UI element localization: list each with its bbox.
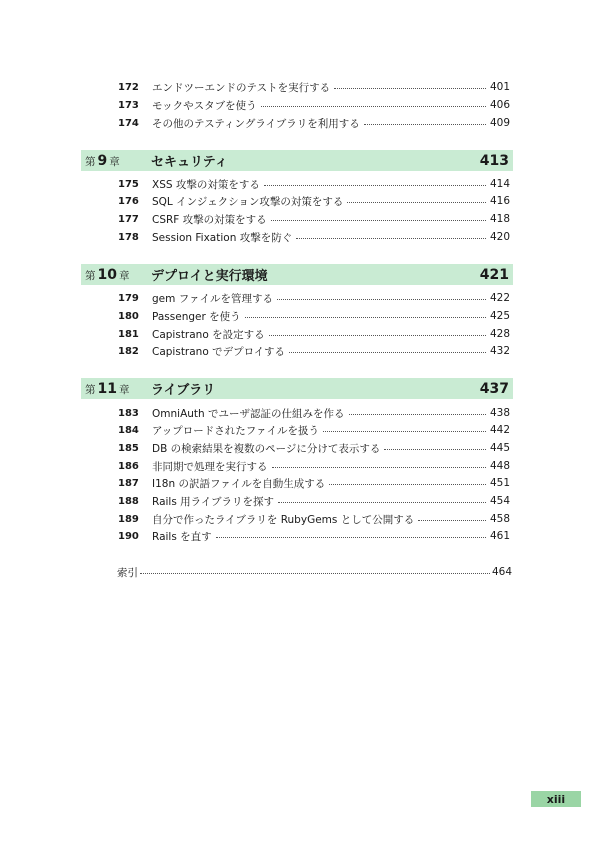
entry-number: 188 <box>118 495 139 507</box>
entry-page: 422 <box>489 292 510 304</box>
leader-dots <box>349 413 486 415</box>
entry-number: 189 <box>118 513 139 525</box>
toc-entry[interactable] <box>118 290 510 306</box>
leader-dots <box>261 105 486 107</box>
toc-entry[interactable] <box>118 193 510 209</box>
chapter-prefix: 第 <box>85 269 96 282</box>
chapter-page: 421 <box>479 266 509 283</box>
toc-entry[interactable] <box>118 211 510 227</box>
entry-title: XSS 攻撃の対策をする <box>152 178 260 191</box>
entry-number: 173 <box>118 99 139 111</box>
leader-dots <box>264 184 486 186</box>
entry-page: 401 <box>489 81 510 93</box>
leader-dots <box>364 123 486 125</box>
toc-entry[interactable] <box>118 79 510 95</box>
chapter-heading-10[interactable] <box>81 264 513 285</box>
toc-entry[interactable] <box>118 405 510 421</box>
entry-title: gem ファイルを管理する <box>152 292 273 305</box>
chapter-label <box>85 153 151 169</box>
toc-entry[interactable] <box>118 528 510 544</box>
entry-title: Passenger を使う <box>152 310 241 323</box>
leader-dots <box>271 219 486 221</box>
toc-entry[interactable] <box>118 97 510 113</box>
toc-entry[interactable] <box>118 475 510 491</box>
entry-title: CSRF 攻撃の対策をする <box>152 213 267 226</box>
toc-entry[interactable] <box>118 229 510 245</box>
entry-title: アップロードされたファイルを扱う <box>152 424 320 437</box>
entry-title: 自分で作ったライブラリを RubyGems として公開する <box>152 513 415 526</box>
entry-page: 428 <box>489 328 510 340</box>
toc-entry[interactable] <box>118 511 510 527</box>
leader-dots <box>269 334 486 336</box>
leader-dots <box>216 536 486 538</box>
chapter-prefix: 第 <box>85 155 96 168</box>
page-number-tab: xiii <box>531 791 581 807</box>
leader-dots <box>323 430 486 432</box>
index-page: 464 <box>491 566 512 578</box>
entry-number: 176 <box>118 195 139 207</box>
chapter-heading-11[interactable] <box>81 378 513 399</box>
entry-page: 425 <box>489 310 510 322</box>
entry-number: 177 <box>118 213 139 225</box>
entry-number: 186 <box>118 460 139 472</box>
chapter-prefix: 第 <box>85 383 96 396</box>
entry-title: Rails を直す <box>152 530 212 543</box>
toc-entry[interactable] <box>118 176 510 192</box>
toc-entry[interactable] <box>118 326 510 342</box>
leader-dots <box>418 519 486 521</box>
entry-number: 183 <box>118 407 139 419</box>
chapter-number: 9 <box>97 152 108 169</box>
entry-title: OmniAuth でユーザ認証の仕組みを作る <box>152 407 345 420</box>
entry-title: モックやスタブを使う <box>152 99 257 112</box>
entry-title: SQL インジェクション攻撃の対策をする <box>152 195 344 208</box>
entry-page: 406 <box>489 99 510 111</box>
leader-dots <box>272 466 486 468</box>
entry-page: 461 <box>489 530 510 542</box>
chapter-page: 437 <box>479 380 509 397</box>
leader-dots <box>278 501 486 503</box>
entry-number: 185 <box>118 442 139 454</box>
entry-page: 454 <box>489 495 510 507</box>
toc-entry[interactable] <box>118 343 510 359</box>
chapter-title: ライブラリ <box>151 383 216 398</box>
entry-page: 414 <box>489 178 510 190</box>
toc-entry[interactable] <box>118 115 510 131</box>
entry-number: 175 <box>118 178 139 190</box>
entry-number: 181 <box>118 328 139 340</box>
chapter-label <box>85 381 151 397</box>
leader-dots <box>296 237 486 239</box>
entry-number: 190 <box>118 530 139 542</box>
chapter-suffix: 章 <box>109 155 120 168</box>
leader-dots <box>384 448 486 450</box>
entry-title: Rails 用ライブラリを探す <box>152 495 275 508</box>
toc-entry[interactable] <box>118 422 510 438</box>
entry-title: 非同期で処理を実行する <box>152 460 268 473</box>
entry-page: 420 <box>489 231 510 243</box>
entry-number: 179 <box>118 292 139 304</box>
leader-dots <box>334 87 486 89</box>
toc-entry-index[interactable] <box>117 564 512 580</box>
entry-page: 442 <box>489 424 510 436</box>
entry-number: 174 <box>118 117 139 129</box>
chapter-label <box>85 267 151 283</box>
entry-number: 172 <box>118 81 139 93</box>
leader-dots <box>347 201 486 203</box>
chapter-suffix: 章 <box>118 383 130 396</box>
chapter-page: 413 <box>479 152 509 169</box>
chapter-suffix: 章 <box>118 269 130 282</box>
toc-entry[interactable] <box>118 458 510 474</box>
chapter-title: セキュリティ <box>151 155 228 170</box>
entry-page: 458 <box>489 513 510 525</box>
chapter-number: 11 <box>97 380 117 397</box>
entry-title: その他のテスティングライブラリを利用する <box>152 117 360 130</box>
entry-title: Capistrano を設定する <box>152 328 265 341</box>
entry-page: 418 <box>489 213 510 225</box>
entry-page: 451 <box>489 477 510 489</box>
entry-title: Capistrano でデプロイする <box>152 345 285 358</box>
entry-number: 178 <box>118 231 139 243</box>
index-title: 索引 <box>117 566 138 579</box>
toc-entry[interactable] <box>118 493 510 509</box>
entry-number: 182 <box>118 345 139 357</box>
entry-number: 187 <box>118 477 139 489</box>
entry-number: 180 <box>118 310 139 322</box>
entry-page: 445 <box>489 442 510 454</box>
leader-dots <box>140 572 490 574</box>
entry-number: 184 <box>118 424 139 436</box>
entry-page: 448 <box>489 460 510 472</box>
leader-dots <box>329 483 486 485</box>
entry-page: 432 <box>489 345 510 357</box>
toc-entry[interactable] <box>118 308 510 324</box>
entry-page: 409 <box>489 117 510 129</box>
entry-page: 438 <box>489 407 510 419</box>
chapter-title: デプロイと実行環境 <box>151 269 268 284</box>
entry-title: エンドツーエンドのテストを実行する <box>152 81 331 94</box>
chapter-number: 10 <box>97 266 117 283</box>
leader-dots <box>277 298 486 300</box>
entry-page: 416 <box>489 195 510 207</box>
leader-dots <box>289 351 486 353</box>
chapter-heading-9[interactable] <box>81 150 513 171</box>
entry-title: Session Fixation 攻撃を防ぐ <box>152 231 293 244</box>
toc-entry[interactable] <box>118 440 510 456</box>
leader-dots <box>245 316 486 318</box>
entry-title: DB の検索結果を複数のページに分けて表示する <box>152 442 381 455</box>
entry-title: I18n の訳語ファイルを自動生成する <box>152 477 326 490</box>
